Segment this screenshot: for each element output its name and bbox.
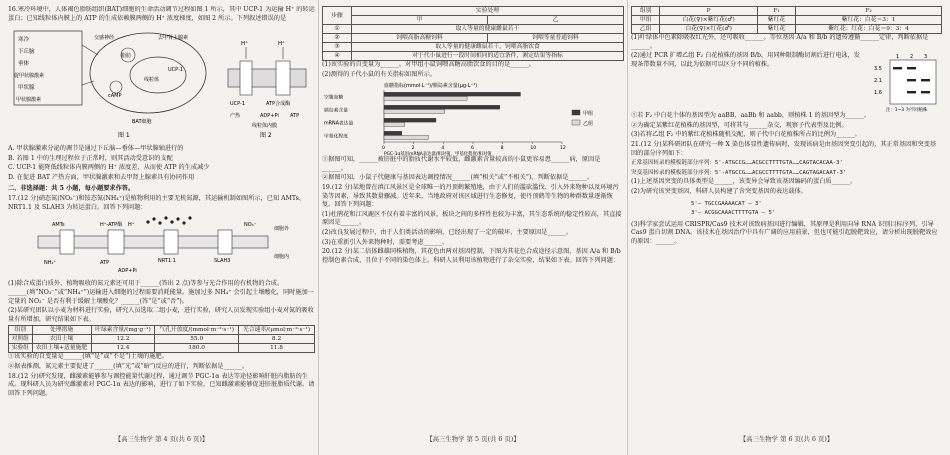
- t1-r0c1: 农田土壤: [32, 335, 91, 344]
- fig2-label-h1: H⁺: [241, 41, 249, 48]
- t2-h-step: 步骤: [323, 7, 352, 25]
- q19-stem: 19.(12 分)某地曾在滇江风景区是全球唯一的丹顶鹤繁殖地，由于人们的滥砍滥伐、引入外来物种以及环境污染等因素，导致其数量骤减。近年来，当地政府对该区域进行生态修复，使丹顶鹤等生物的种群数量逐渐恢复。回答下列问题：: [322, 183, 619, 209]
- bat-cell-diagram: [8, 25, 315, 143]
- fig1-label-camp: cAMP: [108, 93, 122, 100]
- bar-乙组-甲基化程度: [384, 136, 429, 140]
- t1-h4: 光合速率/(μmol·m⁻²·s⁻¹): [239, 326, 315, 335]
- page-column-5: [322, 6, 624, 446]
- q18-step-table: [322, 6, 624, 61]
- atp-synthase: [276, 61, 290, 95]
- seq-normal: 正常基因转录的模板链部分序列：5'-ATGCCG……ACGCCTTTTGTA……CAGTACACAA-3': [631, 160, 843, 167]
- fig2-label-membrane: 线粒体内膜: [252, 123, 278, 130]
- fig1-label-ne: 去甲肾上腺素: [158, 35, 189, 42]
- gel-box: [890, 60, 936, 104]
- t2-r3c1: 对于代小鼠进行一段时间相同的适宜条件，测定结果等指标: [352, 52, 624, 61]
- section-2-title: 二、非选择题：共 5 小题，每小题要求作答。: [8, 184, 135, 192]
- gel-electrophoresis: [872, 52, 942, 112]
- label-inside: 细胞内: [274, 254, 290, 261]
- q18-stem: 18.(12 分)研究发现，雌激素能够参与调控能量代谢过程，通过调节 PGC-1α 表达等途径影响肝脏内脂肪的生成。现科研人员为研究雌激素对 PGC-1α 表达的影响，进行了如下实验，已知雌激素能够促进肝脏脂质代谢。请回答下列问题。: [8, 372, 315, 397]
- table-row: [632, 16, 942, 25]
- t1-r1c3: 180.0: [155, 344, 239, 353]
- legend-label: 乙组: [583, 121, 594, 128]
- x-axis-label: PGC-1α基因mRNA表达量/相对值、甲基化程度/相对值: [384, 152, 492, 157]
- t2-r1c1: 饲喂高脂高糖饲料: [352, 34, 488, 43]
- t1-r1c1: 农田土壤+适量施肥: [32, 344, 91, 353]
- table-row: [323, 43, 624, 52]
- mitochondrion: [130, 57, 186, 93]
- footer-page-4: 【高三生物学 第 4 页(共 6 页)】: [114, 435, 209, 444]
- t2-r0c0: ①: [323, 25, 352, 34]
- figure-1-2: [8, 25, 315, 143]
- category-label: 空腹血糖: [324, 95, 344, 101]
- t1-h1: 处理措施: [32, 326, 91, 335]
- q19-part1: (1)杜鹃花和江风鹿区不仅有着丰富的风景，板块之间的多样性也较为丰富，其生态系统的稳定性较高，其直接原因是______。: [322, 210, 622, 227]
- q21-part1: (1)上述基因突变的具体类型是______，该变异会导致该基因编码的蛋白质______。: [631, 178, 857, 186]
- fig2-label-heat: 产热: [230, 113, 241, 120]
- t2-h-main: 实验处理: [352, 7, 624, 16]
- bar-甲组-空腹血糖: [384, 93, 520, 97]
- gel-size-2: 2.1: [874, 78, 882, 85]
- gel-size-1: 3.5: [874, 66, 882, 73]
- table-row: [632, 25, 942, 34]
- label-nh4: NH₄⁺: [44, 260, 57, 267]
- slah3-protein: [218, 230, 232, 254]
- q17-2b: ②据表推测，氮元素主要促进了______(填“光”或“暗”)反应的进行，判断依据是______。: [8, 362, 249, 370]
- gel-band: [907, 79, 916, 81]
- table-row: [323, 25, 624, 34]
- x-tick-label: 8: [500, 146, 504, 152]
- table-row: [9, 344, 315, 353]
- label-h-atpase: H⁺-ATP酶: [100, 222, 123, 229]
- q17-part1: (1)除合成蛋白质外，植物吸收的氮元素还可用于______(答出 2 点)等参与光合作用的有机物的合成。______(填“NO₃⁻”或“NH₄⁺”)运输进入细胞的过程需要消耗能量。施加过多 NH₄⁺ 会引起土壤酸化，同时施加一定量的 NO₃⁻ 是否有利于缓解土壤酸化？______(答“是”或“否”)。: [8, 280, 314, 305]
- t3-r1c0: 乙组: [632, 25, 660, 34]
- t1-r1c2: 12.4: [91, 344, 155, 353]
- bar-甲组-胰岛素含量: [384, 106, 500, 110]
- q21-stem: 21.(12 分)某科研团队在研究一种 X 染色体显性遗传病时，发现该病是由基因突变引起的，其正常基因和突变基因的部分序列如下：: [631, 140, 937, 157]
- q20-cross-table: [631, 6, 942, 34]
- t1-h0: 组别: [9, 326, 33, 335]
- figure-nitrogen-transport: [8, 214, 315, 278]
- x-tick-label: 2: [411, 146, 415, 152]
- t3-h2: F₁: [757, 7, 795, 16]
- q19-part3: (3)在重新引入外来物种时，需要考虑______。: [322, 238, 449, 246]
- t3-h0: 组别: [632, 7, 660, 16]
- q17-part2: (2)某研究团队以小麦为材料进行实验，研究人员选取二组小麦，进行实验，研究人员发现实验组小麦对氮的吸收量有所增加，研究结果如下表。: [8, 307, 314, 323]
- q20-stem: 20.(12 分)某二倍体雌雄同株植物，其花色由两对基因控制，下图为其花色合成途径示意图，基因 A/a 和 B/b 控制色素合成，且位于不同的染色体上。科研人员利用该植物进行了杂交实验，结果如下表。回答下列问题：: [322, 248, 621, 264]
- seq-vector-2: 3'— ACGGCAAACTTTTGTA — 5': [691, 210, 776, 217]
- t3-r1c3: 紫红花：红花：白花＝9：3：4: [796, 25, 942, 34]
- x-tick-label: 4: [441, 146, 445, 152]
- legend-swatch: [572, 120, 580, 125]
- q18-part1: (1)该实验的自变量为______。对甲组小鼠饲喂高糖高脂饮食的目的是______。: [322, 61, 535, 68]
- page-column-4: [8, 6, 315, 446]
- t3-r0c2: 紫红花: [757, 16, 795, 25]
- fig2-caption: 图 2: [260, 132, 272, 140]
- t1-r0c3: 55.0: [155, 335, 239, 344]
- category-label: 胰岛素含量: [324, 108, 348, 114]
- t2-r2c1: 取人等量的健康雌鼠若干，饲喂高脂饮食: [352, 43, 624, 52]
- bar-甲组-甲基化程度: [384, 132, 402, 136]
- x-tick-label: 10: [530, 146, 537, 152]
- fig1-label-cold: 寒冷: [18, 37, 30, 44]
- category-label: 甲基化程度: [324, 134, 348, 140]
- column-divider: [627, 0, 628, 455]
- chart-title: 血糖指标(mmol·L⁻¹)/胰岛素含量(μg·L⁻¹): [384, 83, 478, 90]
- footer-page-6: 【高三生物学 第 6 页(共 6 页)】: [739, 435, 834, 444]
- seq-vector-1: 5'— TGCCGAAAACAT — 3': [691, 200, 762, 207]
- label-nrt: NRT1.1: [158, 258, 176, 265]
- label-h: H⁺: [128, 222, 135, 229]
- h-atpase-protein: [108, 230, 124, 254]
- fig2-label-h2: H⁺: [278, 41, 286, 48]
- label-no3: NO₃⁻: [244, 222, 257, 229]
- fig2-label-synthase: ATP合成酶: [266, 101, 291, 108]
- gel-lane-1: 1: [896, 54, 900, 61]
- gel-lane-3: 3: [924, 54, 928, 61]
- table-row: [323, 52, 624, 61]
- gel-band: [907, 91, 916, 93]
- page-column-6: [631, 6, 942, 446]
- q17-2a: ①该实验的自变量是______(填“是”或“不是”)土壤的施肥。: [8, 353, 168, 361]
- q19-part2: (2)改良发展过程中，由于人们类活动的影响，已经出现了一定的破坏，主要原因是______。: [322, 228, 573, 236]
- t3-r1c1: 白花(♀)×红花(♂): [660, 25, 758, 34]
- q16-option-b: B. 若图 1 中的生理过程位于正常时，则其活动受意识的支配: [8, 154, 173, 162]
- t2-h-jia: 甲: [352, 16, 488, 25]
- q17-stem: 17.(12 分)硝态氮(NO₃⁻)和铵态氮(NH₄⁺)是植物利用的主要无机氮源，其运输机制如图所示，已知 AMTs、NRT1.1 及 SLAH3 为转运蛋白。回答下列问题：: [8, 195, 305, 211]
- fig1-label-fat: 脂肪: [121, 53, 132, 60]
- fig1-label-hypothalamus: 下丘脑: [18, 49, 35, 56]
- fig2-label-ucp1: UCP-1: [230, 101, 246, 108]
- label-slah3: SLAH3: [214, 258, 231, 265]
- camp-circle: [110, 81, 122, 93]
- fig1-label-bat: BAT细胞: [132, 119, 152, 126]
- q20-2c: ②为确定某紫红花植株的基因型，可将其与______杂交，观察子代表型及比例。: [631, 121, 848, 129]
- fig1-label-sympathetic: 交感神经: [94, 35, 115, 42]
- q16-option-d: D. 在促进 BAT 产热方面，甲状腺激素和去甲肾上腺素具有协同作用: [8, 173, 195, 181]
- table-row: [9, 335, 315, 344]
- q18-2b: ②据图可知，小鼠子代健康与基因表达调控情况______(填“相关”或“不相关”)，判断依据是______。: [322, 174, 594, 182]
- q21-part2: (2)为研究该突变基因，科研人员构建了含突变基因的表达载体。: [631, 187, 807, 195]
- q20-2b: ①若 F₂ 中白花个体的基因型为 aaBB、aaBb 和 aabb，则植株 1 的基因型为______。: [631, 112, 871, 120]
- table-row: [323, 34, 624, 43]
- legend-swatch: [572, 110, 580, 115]
- fig2-label-adp: ADP+Pi: [260, 113, 279, 120]
- bar-甲组-mRNA表达量: [384, 119, 436, 123]
- gel-band: [921, 91, 930, 93]
- gel-band: [893, 67, 902, 69]
- q16-option-a: A. 甲状腺激素分泌的调节是通过下丘脑—垂体—甲状腺轴进行的: [8, 145, 184, 153]
- label-outside: 细胞外: [274, 226, 290, 233]
- bar-乙组-胰岛素含量: [384, 110, 445, 114]
- t3-h1: P: [660, 7, 758, 16]
- t3-h3: F₂: [796, 7, 942, 16]
- q21-part3: (3)科学家尝试运用 CRISPR/Cas9 技术对该致病基因进行编辑，其原理是利用向导 RNA 识别目标序列，引导 Cas9 蛋白切割 DNA。该技术在基因治疗中具有广阔的应用前景，但也可能引起脱靶效应，请分析出现脱靶效应的原因：______。: [631, 220, 938, 245]
- fig1-label-th: 甲状腺激素: [16, 97, 42, 104]
- label-amts: AMTs: [52, 222, 65, 229]
- gel-size-3: 1.6: [874, 90, 882, 97]
- gel-caption: 注：1~3 为不同植株: [886, 108, 928, 113]
- fig1-label-pituitary: 垂体: [18, 61, 30, 68]
- bar-乙组-mRNA表达量: [384, 123, 405, 127]
- fig1-label-mito: 线粒体: [144, 77, 160, 84]
- bar-乙组-空腹血糖: [384, 97, 467, 101]
- t2-h-yi: 乙: [487, 16, 623, 25]
- t2-r1c2: 饲喂等量普通饲料: [487, 34, 623, 43]
- q18-2a: ①据图可知，______被肝脏中的脂质代谢水平较低，雌激素含量较高的小鼠更容易患______病，原因是______。: [322, 156, 601, 172]
- legend-label: 甲组: [583, 111, 594, 118]
- t2-r1c0: ②: [323, 34, 352, 43]
- t2-r3c0: ④: [323, 52, 352, 61]
- x-tick-label: 0: [382, 146, 385, 152]
- t1-h2: 叶绿素含量/(mg·g⁻¹): [91, 326, 155, 335]
- t1-r1c4: 11.8: [239, 344, 315, 353]
- label-adp: ADP+Pi: [118, 268, 137, 275]
- fig1-label-ucp1: UCP-1: [168, 67, 184, 74]
- x-tick-label: 12: [560, 146, 566, 152]
- t2-r2c0: ③: [323, 43, 352, 52]
- gel-band: [921, 79, 930, 81]
- category-label: mRNA表达量: [324, 121, 354, 127]
- t3-r1c2: 紫红花: [757, 25, 795, 34]
- x-tick-label: 6: [471, 146, 474, 152]
- t3-r0c0: 甲组: [632, 16, 660, 25]
- vector-sequences: [631, 200, 942, 218]
- t3-r0c3: 紫红花：白花＝3：1: [796, 16, 942, 25]
- q16-option-c: C. UCP-1 能降低线粒体内膜两侧的 H⁺ 浓度差，从而使 ATP 的生成减少: [8, 164, 210, 172]
- nrt-protein: [164, 230, 178, 254]
- t1-r0c4: 8.2: [239, 335, 315, 344]
- t1-r0c0: 对照组: [9, 335, 33, 344]
- bat-cell: [90, 33, 206, 113]
- t1-h3: 气孔开放度/(mmol·m⁻²·s⁻¹): [155, 326, 239, 335]
- footer-page-5: 【高三生物学 第 5 页(共 6 页)】: [426, 435, 520, 444]
- q18-part2: (2)测得的子代小鼠的有关指标如图所示。: [322, 70, 436, 78]
- fig1-caption: 图 1: [118, 132, 130, 140]
- q20-part1: (1)叶绿体中色素除吸收红光外，还可吸收______。等位基因 A/a 和 B/b 的遗传遵循______定律，判断依据是______。: [631, 34, 929, 50]
- fig2-label-atp: ATP: [290, 113, 300, 120]
- bar-chart-svg: [322, 80, 622, 156]
- q16-stem: 16.寒冷环境中，人体褐色脂肪组织(BAT)细胞的生命活动调节过程如图 1 所示，其中 UCP-1 为运输 H⁺ 的转运蛋白；已知线粒体内膜上的 ATP 的生成依赖膜两侧的 H⁺ 浓度梯度，如图 2 所示。下列叙述错误的是: [8, 6, 315, 22]
- t2-r0c1: 取人等量的健康雌鼠若干: [352, 25, 624, 34]
- gel-lane-2: 2: [910, 54, 914, 61]
- transport-diagram: [8, 214, 315, 278]
- bar-chart: [322, 80, 624, 156]
- inner-membrane: [228, 69, 306, 87]
- q20-part3: (3)若将乙组 F₂ 中的紫红花植株随机交配，则子代中白花植株所占的比例为______。: [631, 131, 861, 139]
- q20-part2: (2)通过 PCR 扩增乙组 F₂ 白花植株的基因 B/b，用同种限制酶切割后进行电泳，发现条带数量不同，以此为依据可以区分不同的植株。: [631, 52, 860, 68]
- column-divider: [318, 0, 319, 455]
- t3-r0c1: 白花(♀)×紫红花(♂): [660, 16, 758, 25]
- seq-mutant: 突变基因转录的模板链部分序列：5'-ATGCCG……ACGCCTTTTGTA……CAGTAGACAAT-3': [631, 169, 847, 176]
- ucp1-channel: [240, 61, 252, 95]
- label-atp: ATP: [100, 260, 110, 267]
- t1-r1c0: 实验组: [9, 344, 33, 353]
- t1-r0c2: 12.2: [91, 335, 155, 344]
- amts-protein: [60, 230, 74, 254]
- fig1-label-thyroid: 甲状腺: [18, 85, 35, 92]
- q17-table: [8, 325, 315, 353]
- gel-band: [907, 67, 916, 69]
- fig1-label-tsh: 促甲状腺激素: [14, 73, 45, 80]
